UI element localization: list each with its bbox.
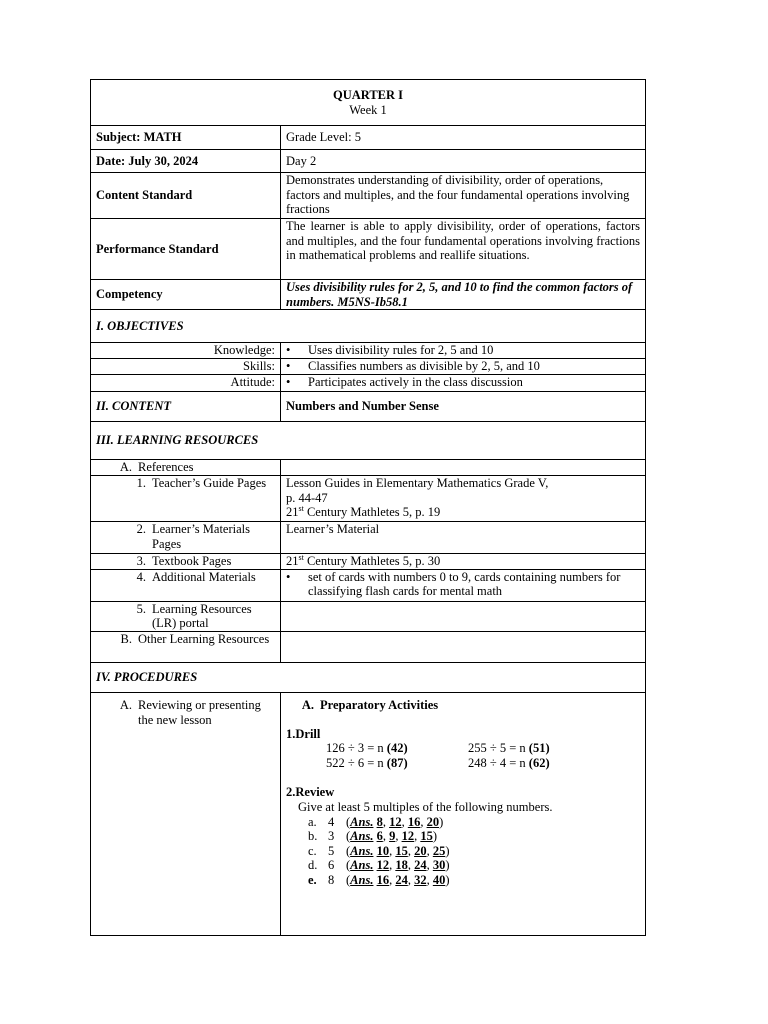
reviewing-lesson-row	[91, 692, 281, 935]
preparatory-letter: A.	[301, 697, 314, 712]
learners-materials-label: Learner’s Materials Pages	[152, 522, 250, 551]
learners-materials-num: 2.	[136, 522, 146, 537]
references-letter: A.	[119, 460, 132, 475]
lr-portal-label: Learning Resources (LR) portal	[152, 601, 252, 631]
content-standard-text: Demonstrates understanding of divisibility, order of operations, factors and multiples, and the four fundamental operations involving fractions	[281, 173, 646, 219]
procedures-heading: IV. PROCEDURES	[91, 662, 646, 692]
review-item: d. 6 (Ans. 12, 18, 24, 30)	[308, 858, 450, 873]
drill-row: 522 ÷ 6 = n (87) 248 ÷ 4 = n (62)	[326, 755, 550, 770]
bullet: •	[286, 343, 291, 358]
competency-label: Competency	[91, 280, 281, 310]
other-resources-letter: B.	[120, 631, 132, 646]
review-title: 2.Review	[286, 785, 335, 800]
review-item: c. 5 (Ans. 10, 15, 20, 25)	[308, 843, 450, 858]
learners-materials-value: Learner’s Material	[281, 522, 646, 554]
preparatory-title: Preparatory Activities	[320, 697, 439, 712]
objectives-heading: I. OBJECTIVES	[91, 310, 646, 343]
attitude-text: Participates actively in the class discussion	[308, 375, 523, 390]
teachers-guide-row	[91, 476, 281, 522]
lesson-plan-document	[90, 79, 646, 936]
drill-title: 1.Drill	[286, 726, 321, 741]
review-intro: Give at least 5 multiples of the following numbers.	[298, 799, 553, 814]
skills-cell	[281, 359, 646, 375]
attitude-label: Attitude:	[91, 375, 281, 392]
quarter-header	[91, 80, 646, 126]
procedures-content	[281, 692, 646, 935]
date-cell: Date: July 30, 2024	[91, 150, 281, 173]
performance-standard-label: Performance Standard	[91, 219, 281, 280]
additional-materials-row	[91, 569, 281, 601]
additional-materials-text: set of cards with numbers 0 to 9, cards containing numbers for classifying flash cards for mental math	[308, 569, 621, 599]
knowledge-cell	[281, 343, 646, 359]
lr-portal-num: 5.	[136, 601, 146, 616]
grade-level-cell: Grade Level: 5	[281, 126, 646, 150]
review-item: e. 8 (Ans. 16, 24, 32, 40)	[308, 872, 450, 887]
performance-standard-text: The learner is able to apply divisibility, order of operations, factors and multiples, and the four fundamental operations involving fractions in mathematical problems and reallife situations.	[281, 219, 646, 280]
textbook-num: 3.	[136, 554, 146, 569]
knowledge-label: Knowledge:	[91, 343, 281, 359]
bullet: •	[286, 359, 291, 374]
content-heading: II. CONTENT	[91, 392, 281, 422]
other-resources-value	[281, 631, 646, 662]
references-text: References	[138, 460, 194, 475]
content-text: Numbers and Number Sense	[281, 392, 646, 422]
reviewing-label: Reviewing or presenting the new lesson	[138, 697, 261, 727]
textbook-value: 21st Century Mathletes 5, p. 30	[281, 554, 646, 570]
teachers-guide-num: 1.	[136, 476, 146, 491]
additional-materials-num: 4.	[136, 569, 146, 584]
additional-materials-value	[281, 569, 646, 601]
textbook-row	[91, 554, 281, 570]
teachers-guide-line2: p. 44-47	[286, 490, 328, 505]
drill-row: 126 ÷ 3 = n (42) 255 ÷ 5 = n (51)	[326, 741, 550, 756]
teachers-guide-line1: Lesson Guides in Elementary Mathematics Grade V,	[286, 476, 549, 491]
knowledge-text: Uses divisibility rules for 2, 5 and 10	[308, 343, 494, 358]
references-value	[281, 460, 646, 476]
day-cell: Day 2	[281, 150, 646, 173]
quarter-title: QUARTER I	[332, 87, 404, 102]
reviewing-letter: A.	[119, 697, 132, 712]
learners-materials-row	[91, 522, 281, 554]
bullet: •	[286, 375, 291, 390]
review-item: a. 4 (Ans. 8, 12, 16, 20)	[308, 814, 444, 829]
additional-materials-label: Additional Materials	[152, 569, 256, 584]
attitude-cell	[281, 375, 646, 392]
bullet: •	[286, 569, 291, 584]
review-list	[286, 815, 640, 888]
content-standard-label: Content Standard	[91, 173, 281, 219]
teachers-guide-value	[281, 476, 646, 522]
subject-cell: Subject: MATH	[91, 126, 281, 150]
textbook-label: Textbook Pages	[152, 554, 232, 569]
lesson-plan-table	[90, 79, 646, 936]
skills-label: Skills:	[91, 359, 281, 375]
other-resources-label: Other Learning Resources	[138, 631, 270, 646]
review-item: b. 3 (Ans. 6, 9, 12, 15)	[308, 829, 437, 844]
learning-resources-heading: III. LEARNING RESOURCES	[91, 422, 646, 460]
references-row	[91, 460, 281, 476]
lr-portal-value	[281, 601, 646, 631]
week-label: Week 1	[349, 102, 387, 117]
lr-portal-row	[91, 601, 281, 631]
teachers-guide-label: Teacher’s Guide Pages	[152, 476, 267, 491]
teachers-guide-line3: 21st Century Mathletes 5, p. 19	[286, 504, 441, 520]
skills-text: Classifies numbers as divisible by 2, 5, and 10	[308, 359, 540, 374]
competency-text: Uses divisibility rules for 2, 5, and 10 to find the common factors of numbers. M5NS-Ib58.1	[281, 280, 646, 310]
other-resources-row	[91, 631, 281, 662]
